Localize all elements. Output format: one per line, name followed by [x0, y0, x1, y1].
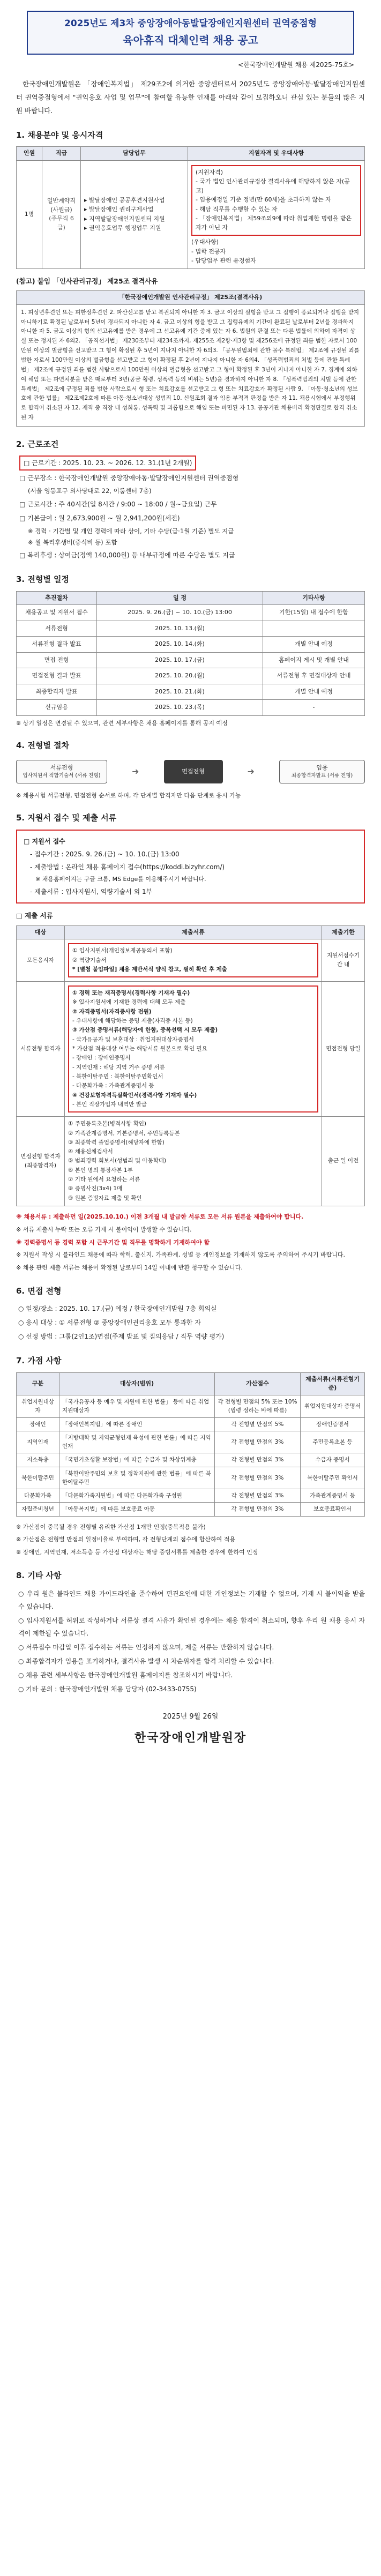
doc-deadline: 출근 일 이전 — [322, 1117, 365, 1206]
bonus-type: 자립준비청년 — [17, 1503, 59, 1516]
doc-items-highlight — [68, 985, 318, 1112]
doc-item: ⑥ 본인 명의 통장사본 1부 — [68, 1167, 133, 1174]
cell-duties — [81, 160, 188, 268]
table-row — [17, 160, 365, 268]
title-box — [27, 11, 354, 55]
duty-item: ▸ 지역발달장애인지원센터 지원 — [84, 215, 165, 222]
section-4-title: 4. 전형별 절차 — [16, 741, 70, 751]
quals-highlight — [191, 165, 361, 236]
table-row — [17, 1489, 365, 1503]
table-row — [17, 605, 365, 621]
col-type: 구분 — [17, 1372, 59, 1395]
title-line1: 2025년도 제3차 중앙장애아동발달장애인지원센터 권역중점형 — [64, 18, 317, 29]
bonus-range: 「북한이탈주민의 보호 및 정착지원에 관한 법률」에 따른 북한이탈주민 — [59, 1467, 215, 1489]
sched-step: 채용공고 및 지원서 접수 — [17, 605, 97, 621]
col-etc: 기타사항 — [263, 591, 365, 605]
period-highlight: □ 근로기간 : 2025. 10. 23. ~ 2026. 12. 31.(1년 2개월) — [19, 456, 196, 471]
col-quals: 지원자격 및 우대사항 — [188, 147, 365, 161]
table-row — [17, 637, 365, 653]
doc-items — [65, 1117, 322, 1206]
sched-etc: - — [263, 700, 365, 716]
section-2-title: 2. 근로조건 — [16, 439, 59, 449]
flow-step-sub: 최종합격자발표 (서류 전형) — [291, 773, 353, 779]
col-points: 가산점수 — [215, 1372, 301, 1395]
sched-etc: 개별 안내 예정 — [263, 637, 365, 653]
apply-docs: - 제출서류 : 입사지원서, 역량기술서 외 1부 — [30, 887, 153, 895]
section-5-title: 5. 지원서 접수 및 제출 서류 — [16, 813, 117, 823]
bonus-range: 「장애인복지법」에 따른 장애인 — [59, 1417, 215, 1431]
note-item: ※ 채용 관련 제출 서류는 채용이 확정된 날로부터 14일 이내에 반환 청구할 수 있습니다. — [16, 1264, 243, 1272]
table-row — [17, 304, 365, 426]
cond-benefits: □ 복리후생 : 상여금(정액 140,000원) 등 내부규정에 따른 수당은 별도 지급 — [19, 551, 235, 559]
doc-item: ④ 건강보험자격득실확인서(경력사항 기재자 필수) — [72, 1092, 197, 1099]
notice-number: <한국장애인개발원 채용 제2025-75호> — [238, 61, 354, 69]
sched-step: 면접 전형 — [17, 652, 97, 668]
docs-subtitle: □ 제출 서류 — [16, 911, 53, 920]
title-line2: 육아휴직 대체인력 채용 공고 — [123, 33, 258, 47]
table-row — [17, 652, 365, 668]
arrow-right-icon: ➜ — [247, 766, 255, 776]
bonus-points: 각 전형별 만점의 3% — [215, 1431, 301, 1453]
sched-date: 2025. 10. 14.(화) — [97, 637, 263, 653]
bonus-proof: 취업지원대상자 증명서 — [301, 1395, 365, 1417]
cond-label: □ 복리후생 — [19, 551, 53, 559]
doc-item: ② 가족관계증명서, 기본증명서, 주민등록등본 — [68, 1130, 180, 1137]
bonus-proof: 북한이탈주민 확인서 — [301, 1467, 365, 1489]
doc-item: ③ 최종학력 졸업증명서(해당자에 한함) — [68, 1139, 165, 1146]
table-row — [17, 1503, 365, 1516]
sched-etc: 개별 안내 예정 — [263, 684, 365, 700]
apply-box — [16, 830, 365, 904]
arrow-right-icon: ➜ — [132, 766, 139, 776]
note-item: ※ 가산점이 중복될 경우 전형별 유리한 가산점 1개만 인정(중복적용 불가) — [16, 1523, 206, 1530]
doc-item: - 북한이탈주민 : 북한이탈주민확인서 — [72, 1073, 163, 1080]
bonus-range: 「지방대학 및 지역균형인재 육성에 관한 법률」에 따른 지역인재 — [59, 1431, 215, 1453]
recruit-table — [16, 146, 365, 269]
doc-item: ⑨ 원본 증빙자료 제출 및 확인 — [68, 1194, 142, 1201]
cond-label: □ 근로기간 — [24, 459, 57, 467]
bonus-range: 「다문화가족지원법」에 따른 다문화가족 구성원 — [59, 1489, 215, 1503]
doc-item: - 국가유공자 및 보훈대상 : 취업지원대상자증명서 — [72, 1036, 194, 1043]
sched-etc: 기한(15일) 내 접수에 한함 — [263, 605, 365, 621]
flow-step-docs — [16, 760, 107, 783]
flow-step-name: 서류전형 — [50, 764, 73, 771]
col-count: 인원 — [17, 147, 42, 161]
disqualification-table — [16, 290, 365, 427]
sched-step: 최종합격자 발표 — [17, 684, 97, 700]
section-3-title: 3. 전형별 일정 — [16, 574, 70, 585]
sched-step: 서류전형 — [17, 621, 97, 637]
table-row — [17, 1453, 365, 1467]
col-rank: 직급 — [42, 147, 81, 161]
bonus-points: 각 전형별 만점의 5% 또는 10%(법령 정하는 바에 따름) — [215, 1395, 301, 1417]
bonus-proof: 주민등록초본 등 — [301, 1431, 365, 1453]
sched-etc: 홈페이지 게시 및 개별 안내 — [263, 652, 365, 668]
table-row — [17, 1395, 365, 1417]
qual-item: - 임용예정일 기준 정년(만 60세)을 초과하지 않는 자 — [196, 196, 331, 203]
note-item: ※ 서류 제출시 누락 또는 오류 기재 시 불이익이 발생할 수 있습니다. — [16, 1226, 192, 1233]
cell-rank — [42, 160, 81, 268]
bonus-type: 다문화가족 — [17, 1489, 59, 1503]
table-row — [17, 700, 365, 716]
table-row — [17, 1117, 365, 1206]
doc-item: - 지역인재 : 해당 지역 거주 증명 서류 — [72, 1064, 165, 1071]
doc-item: ⑤ 범죄경력 회보서(성범죄 및 아동학대) — [68, 1158, 167, 1164]
etc-item: ○ 서류접수 마감일 이후 접수하는 서류는 인정하지 않으며, 제출 서류는 반환하지 않습니다. — [18, 1643, 274, 1651]
cell-count: 1명 — [17, 160, 42, 268]
bonus-proof: 가족관계증명서 등 — [301, 1489, 365, 1503]
doc-item: - 다문화가족 : 가족관계증명서 등 — [72, 1082, 154, 1089]
schedule-note: ※ 상기 일정은 변경될 수 있으며, 관련 세부사항은 채용 홈페이지를 통해 공지 예정 — [16, 719, 228, 727]
doc-item: ① 경력 또는 재직증명서(경력사항 기재자 필수) — [72, 990, 190, 997]
bonus-points: 각 전형별 만점의 3% — [215, 1453, 301, 1467]
quals-title: (지원자격) — [196, 168, 223, 176]
salary-note-1: ※ 경력 · 기간별 및 개인 경력에 따라 상이, 기타 수당(급·1월 기준) 별도 지급 — [28, 527, 234, 535]
sched-date: 2025. 9. 26.(금) ~ 10. 10.(금) 13:00 — [97, 605, 263, 621]
bonus-type: 북한이탈주민 — [17, 1467, 59, 1489]
cond-period — [16, 456, 365, 471]
sched-date: 2025. 10. 17.(금) — [97, 652, 263, 668]
doc-item: ④ 채용신체검사서 — [68, 1148, 113, 1155]
cell-quals — [188, 160, 365, 268]
cond-address: (서울 영등포구 의사당대로 22, 이룸센터 7층) — [28, 487, 152, 495]
doc-item: * 가산점 적용대상 여부는 해당서류 원본으로 확인 필요 — [72, 1046, 207, 1052]
bonus-points: 각 전형별 만점의 3% — [215, 1503, 301, 1516]
etc-item: ○ 최종합격자가 임용을 포기하거나, 결격사유 발생 시 차순위자를 합격 처리할 수 있습니다. — [18, 1657, 274, 1665]
documents-table — [16, 925, 365, 1206]
qual-item: - 해당 직무를 수행할 수 있는 자 — [196, 205, 278, 213]
rank-sub: (주무직 6급) — [49, 215, 74, 231]
flow-step-name: 면접전형 — [182, 767, 205, 775]
bonus-range: 「아동복지법」에 따른 보호종료 아동 — [59, 1503, 215, 1516]
doc-item: - 우대사항에 해당하는 증명 제출(자격증 사본 등) — [72, 1018, 193, 1025]
cond-value: 월 2,673,900원 ~ 월 2,941,200원(세전) — [58, 514, 180, 522]
flow-note: ※ 채용시험 서류전형, 면접전형 순서로 하며, 각 단계별 합격자만 다음 단계로 응시 가능 — [16, 792, 241, 799]
doc-item: ② 역량기술서 — [72, 957, 107, 964]
bonus-type: 장애인 — [17, 1417, 59, 1431]
ref-text: 1. 피성년후견인 또는 피한정후견인 2. 파산선고를 받고 복권되지 아니한 자 3. 금고 이상의 실형을 받고 그 집행이 종료되거나 집행을 받지 아니하기로 확정된 날로부터 5년이 경과되지 아니한 자 4. 금고 이상의 형을 받고 그 집행유예의 기간이 완료된 날로부터 2년을 경과하지 아니한 자 5. 금고 이상의 형의 선고유예를 받은 경우에 그 선고유예 기간 중에 있는 자 6. 법원의 판결 또는 다른 법률에 의하여 자격이 상실 또는 정지된 자 6의2. 「공직선거법」 제230조부터 제234조까지, 제255조 제2항·제3항 및 제256조에 규정된 죄를 범한 자로서 100만원 이상의 벌금형을 선고받고 그 형이 확정된 후 5년이 지나지 아니한 자 6의3. 「공무원범죄에 관한 몰수 특례법」 제2조에 규정된 죄를 범한 자로서 100만원 이상의 벌금형을 선고받고 그 형이 확정된 후 2년이 지나지 아니한 자 6의4. 「성폭력범죄의 처벌 등에 관한 특례법」 제2조에 규정된 죄를 범한 사람으로서 100만원 이상의 벌금형을 선고받고 그 형이 확정된 후 3년이 지나지 아니한 자 7. 징계에 의하여 해임 또는 파면처분을 받은 때로부터 3년(공금 횡령, 성폭력 등의 비위는 5년)을 경과하지 아니한 자 8. 「성폭력범죄의 처벌 등에 관한 특례법」 제2조에 규정된 죄를 범한 사람으로서 형 또는 치료감호를 선고받고 그 형 또는 치료감호가 확정된 사람 9. 「아동·청소년의 성보호에 관한 법률」 제2조제2호에 따른 아동·청소년대상 성범죄 10. 신원조회 결과 임용 부적격 판정을 받은 자 11. 채용시험에서 부정행위로 합격이 취소된 자 12. 재직 중 직장 내 성희롱, 성폭력 및 괴롭힘으로 해임 또는 파면된 자 13. 공공기관 채용비리 확정판결로 합격 취소된 자 — [17, 304, 365, 426]
table-row — [17, 621, 365, 637]
cond-label: □ 근로시간 — [19, 501, 53, 509]
pref-item: - 담당업무 관련 유경험자 — [191, 257, 256, 264]
bonus-points: 각 전형별 만점의 3% — [215, 1489, 301, 1503]
sched-date: 2025. 10. 23.(목) — [97, 700, 263, 716]
bonus-notes — [16, 1522, 365, 1558]
sched-step: 면접전형 결과 발표 — [17, 668, 97, 684]
intro-paragraph: 한국장애인개발원은 「장애인복지법」 제29조2에 의거한 중앙센터로서 2025년도 중앙장애아동·발달장애인지원센터 권역중점형에서 "권익옹호 사업 및 업무"에 참여할 유능한 인재를 아래와 같이 모집하오니 관심 있는 분들의 많은 지원 바랍니다. — [16, 79, 365, 115]
apply-browser-note: ※ 채용홈페이지는 구글 크롬, MS Edge를 이용해주시기 바랍니다. — [35, 875, 206, 883]
bonus-points: 각 전형별 만점의 5% — [215, 1417, 301, 1431]
apply-method[interactable]: - 제출방법 : 온라인 채용 홈페이지 접수(https://koddi.bizyhr.com/) — [30, 863, 225, 871]
etc-list — [16, 1587, 365, 1696]
bonus-table — [16, 1372, 365, 1517]
etc-item: ○ 우리 원은 블라인드 채용 가이드라인을 준수하여 편견요인에 대한 개인정보는 기재할 수 없으며, 기재 시 불이익을 받을 수 있습니다. — [18, 1589, 365, 1610]
interview-info — [16, 1302, 365, 1343]
cond-hours: □ 근로시간 : 주 40시간(일 8시간 / 9:00 ~ 18:00 / 월~금요일) 근무 — [19, 501, 217, 509]
ref-title: (참고) 붙임 「인사관리규정」 제25조 결격사유 — [16, 277, 158, 285]
bonus-range: 「국가유공자 등 예우 및 지원에 관한 법률」 등에 따른 취업지원대상자 — [59, 1395, 215, 1417]
doc-item: ③ 가산점 증명서류(해당자에 한함, 중복선택 시 모두 제출) — [72, 1027, 218, 1034]
docs-notes — [16, 1212, 365, 1273]
ref-header: 「한국장애인개발원 인사관리규정」 제25조(결격사유) — [17, 291, 365, 305]
bonus-proof: 수급자 증명서 — [301, 1453, 365, 1467]
etc-item: ○ 기타 문의 : 한국장애인개발원 채용 담당자 (02-3433-0755) — [18, 1685, 197, 1693]
bonus-points: 각 전형별 만점의 3% — [215, 1467, 301, 1489]
sched-etc — [263, 621, 365, 637]
note-item: ※ 장애인, 지역인재, 저소득층 등 가산점 대상자는 해당 증빙서류를 제출한 경우에 한하여 인정 — [16, 1549, 258, 1556]
doc-items-highlight — [68, 943, 318, 977]
etc-item: ○ 채용 관련 세부사항은 한국장애인개발원 홈페이지를 참조하시기 바랍니다. — [18, 1671, 233, 1679]
qual-item: - 국가 법인 인사관리규정상 결격사유에 해당하지 않은 자(공고) — [196, 178, 350, 194]
note-item: ※ 채용서류 : 제출하던 일(2025.10.10.) 이전 3개월 내 발급한 서류로 모든 서류 원본을 제출하여야 합니다. — [16, 1213, 304, 1220]
doc-item: ⑧ 증명사진(3x4) 1매 — [68, 1185, 123, 1192]
col-deadline: 제출기한 — [322, 925, 365, 939]
bonus-range: 「국민기초생활 보장법」에 따른 수급자 및 차상위계층 — [59, 1453, 215, 1467]
table-row — [17, 684, 365, 700]
note-item: ※ 지원서 작성 시 블라인드 채용에 따라 학력, 출신지, 가족관계, 성별 등 개인정보를 기재하지 않도록 주의하여 주시기 바랍니다. — [16, 1251, 345, 1259]
table-row — [17, 939, 365, 982]
rank-text: 일반계약직 (사원급) — [47, 197, 76, 213]
cond-value: 상여금(정액 140,000원) 등 내부규정에 따른 수당은 별도 지급 — [58, 551, 235, 559]
cond-value: 한국장애인개발원 중앙장애아동·발달장애인지원센터 권역중점형 — [58, 474, 239, 482]
interview-item: ○ 선정 방법 : 그룹(2인1조)면접(주제 발표 및 질의응답 / 직무 역량 평가) — [18, 1333, 225, 1341]
col-docs: 제출서류 — [65, 925, 322, 939]
doc-item: ⑦ 기타 원에서 요청하는 서류 — [68, 1176, 140, 1183]
flow-step-name: 임용 — [316, 764, 328, 771]
etc-item: ○ 입사지원서를 허위로 작성하거나 서류상 결격 사유가 확인된 경우에는 채용 합격이 취소되며, 향후 우리 원 채용 응시 자격이 제한될 수 있습니다. — [18, 1616, 365, 1637]
col-range: 대상자(범위) — [59, 1372, 215, 1395]
apply-subtitle: □ 지원서 접수 — [24, 837, 65, 845]
salary-note-2: ※ 월 복리후생비(중식비 등) 포함 — [28, 538, 117, 546]
bonus-proof: 보호종료확인서 — [301, 1503, 365, 1516]
sched-date: 2025. 10. 21.(화) — [97, 684, 263, 700]
doc-items — [65, 939, 322, 982]
doc-item: ① 입사지원서(개인정보제공동의서 포함) — [72, 947, 173, 954]
col-proof: 제출서류(서류전형기준) — [301, 1372, 365, 1395]
doc-target: 모든응시자 — [17, 939, 65, 982]
prefs-title: (우대사항) — [191, 238, 219, 245]
doc-target: 서류전형 합격자 — [17, 982, 65, 1117]
col-duties: 담당업무 — [81, 147, 188, 161]
doc-item: ② 자격증명서(자격증사항 전원) — [72, 1008, 152, 1015]
sched-step: 서류전형 결과 발표 — [17, 637, 97, 653]
table-row — [17, 1431, 365, 1453]
doc-deadline: 지원서접수기간 내 — [322, 939, 365, 982]
sched-step: 신규임용 — [17, 700, 97, 716]
table-row — [17, 1417, 365, 1431]
doc-target: 면접전형 합격자 (최종합격자) — [17, 1117, 65, 1206]
conditions-list — [16, 456, 365, 562]
notice-date: 2025년 9월 26일 — [162, 1712, 219, 1721]
doc-items — [65, 982, 322, 1117]
schedule-table — [16, 591, 365, 716]
cond-label: □ 근무장소 — [19, 474, 53, 482]
pref-item: - 법학 전공자 — [191, 248, 226, 255]
note-item: ※ 가산점은 전형별 만점의 일정비율로 부여하며, 각 전형단계의 점수에 합산하여 적용 — [16, 1536, 235, 1543]
flow-step-sub: 입사지원서 적합기술서 (서류 전형) — [23, 773, 101, 779]
organization-name: 한국장애인개발원장 — [134, 1731, 247, 1745]
flow-step-interview — [164, 760, 223, 783]
cond-label: □ 기본급여 — [19, 514, 53, 522]
bonus-proof: 장애인증명서 — [301, 1417, 365, 1431]
cond-value: 주 40시간(일 8시간 / 9:00 ~ 18:00 / 월~금요일) 근무 — [58, 501, 217, 509]
qual-item: - 「장애인복지법」 제59조의9에 따라 취업제한 명령을 받은 자가 아닌 자 — [196, 215, 352, 231]
bonus-type: 취업지원대상자 — [17, 1395, 59, 1417]
section-6-title: 6. 면접 전형 — [16, 1286, 62, 1296]
cond-salary: □ 기본급여 : 월 2,673,900원 ~ 월 2,941,200원(세전) — [19, 514, 180, 522]
bonus-type: 저소득층 — [17, 1453, 59, 1467]
doc-item: ※ 입사지원서에 기재한 경력에 대해 모두 제출 — [72, 999, 186, 1006]
sched-date: 2025. 10. 20.(월) — [97, 668, 263, 684]
doc-item: - 본인 직장가입자 내역만 발급 — [72, 1101, 147, 1108]
duty-item: ▸ 발달장애인 권리구제사업 — [84, 206, 154, 213]
section-7-title: 7. 가점 사항 — [16, 1356, 62, 1366]
flow-step-hire — [279, 760, 365, 783]
duty-item: ▸ 발달장애인 공공후견지원사업 — [84, 196, 165, 204]
col-step: 추진절차 — [17, 591, 97, 605]
doc-item: - 장애인 : 장애인증명서 — [72, 1055, 131, 1062]
interview-item: ○ 일정/장소 : 2025. 10. 17.(금) 예정 / 한국장애인개발원 7층 회의실 — [18, 1305, 217, 1313]
col-date: 일 정 — [97, 591, 263, 605]
col-target: 대상 — [17, 925, 65, 939]
doc-deadline: 면접전형 당일 — [322, 982, 365, 1117]
note-item: ※ 경력증명서 등 경력 포함 시 근무기간 및 직무를 명확하게 기재하여야 함 — [16, 1238, 210, 1246]
table-row — [17, 668, 365, 684]
cond-place: □ 근무장소 : 한국장애인개발원 중앙장애아동·발달장애인지원센터 권역중점형 — [19, 474, 239, 482]
doc-item: ① 주민등록초본(병적사항 확인) — [68, 1121, 146, 1128]
duty-item: ▸ 권익옹호업무 행정업무 지원 — [84, 225, 161, 232]
sched-date: 2025. 10. 13.(월) — [97, 621, 263, 637]
apply-period: - 접수기간 : 2025. 9. 26.(금) ~ 10. 10.(금) 13:00 — [30, 850, 180, 858]
doc-item: * [별첨 붙임파일] 채용 제반서식 양식 참고, 필히 확인 후 제출 — [72, 966, 227, 973]
section-1-title: 1. 채용분야 및 응시자격 — [16, 130, 103, 140]
table-row — [17, 1467, 365, 1489]
bonus-type: 지역인재 — [17, 1431, 59, 1453]
interview-item: ○ 응시 대상 : ① 서류전형 ② 중앙장애인권리옹호 모두 통과한 자 — [18, 1319, 201, 1327]
sched-etc: 서류전형 후 면접대상자 안내 — [263, 668, 365, 684]
table-row — [17, 982, 365, 1117]
section-8-title: 8. 기타 사항 — [16, 1571, 62, 1581]
cond-value: 2025. 10. 23. ~ 2026. 12. 31.(1년 2개월) — [63, 459, 192, 467]
process-flow — [16, 757, 365, 786]
